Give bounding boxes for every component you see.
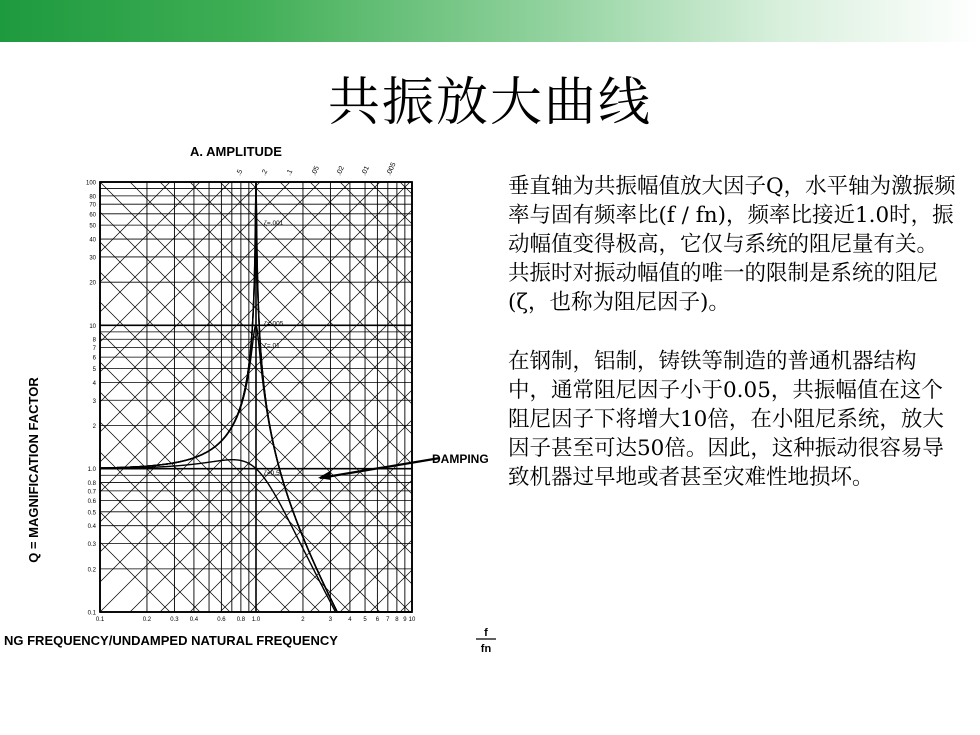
top-scale-label: .2 <box>260 168 270 177</box>
diagonal-line <box>0 182 290 612</box>
x-tick-label: 3 <box>328 617 333 623</box>
top-scale-label: .5 <box>235 168 245 177</box>
diagonal-line <box>130 182 510 612</box>
y-axis-label: Q = MAGNIFICATION FACTOR <box>26 377 41 563</box>
diagonal-line <box>0 182 290 612</box>
x-tick-label: 10 <box>408 617 416 623</box>
figure-heading: A. AMPLITUDE <box>190 144 282 159</box>
slide-title: 共振放大曲线 <box>327 73 652 133</box>
curve-damping-label: ζ=0.5 <box>264 470 280 478</box>
diagonal-line <box>160 182 510 612</box>
y-tick-label: 0.3 <box>87 542 96 549</box>
paragraph-1: 垂直轴为共振幅值放大因子Q，水平轴为激振频率与固有频率比(f / fn)，频率比接近1.0时，振动幅值变得极高，它仅与系统的阻尼量有关。共振时对振动幅值的唯一的限制是系统的阻尼(ζ，也称为阻尼因子)。 <box>508 174 956 315</box>
diagonal-line <box>430 182 510 612</box>
x-axis-fraction-numerator: f <box>484 627 488 639</box>
x-tick-label: 6 <box>375 617 380 623</box>
diagonal-line <box>310 182 510 612</box>
diagonal-line <box>0 182 350 612</box>
y-tick-label: 0.8 <box>87 481 96 488</box>
top-scale-label: .02 <box>335 165 346 177</box>
y-tick-label: 2 <box>92 424 96 431</box>
curve-damping-label: ζ=.01 <box>264 342 280 350</box>
y-tick-label: 0.4 <box>87 524 96 531</box>
x-tick-label: 4 <box>348 617 352 623</box>
x-axis-fraction-denominator: fn <box>480 643 492 655</box>
diagonal-line <box>400 182 510 612</box>
y-tick-label: 80 <box>89 194 96 201</box>
y-tick-label: 70 <box>89 202 96 209</box>
y-tick-label: 30 <box>89 255 96 262</box>
x-tick-label: 5 <box>363 617 367 623</box>
y-tick-label: 20 <box>89 280 96 287</box>
diagonal-line <box>250 182 510 612</box>
y-tick-label: 50 <box>89 223 96 230</box>
top-scale-label: .005 <box>385 161 398 177</box>
y-tick-label: 10 <box>89 323 96 330</box>
diagonal-line <box>0 182 380 612</box>
diagonal-line <box>430 182 510 612</box>
diagonal-line <box>0 182 320 612</box>
diagonal-line <box>310 182 510 612</box>
y-tick-label: 0.7 <box>87 489 96 496</box>
x-tick-label: 9 <box>403 617 407 623</box>
curve-damping-label: ζ=.001 <box>264 220 284 228</box>
top-scale-label: .05 <box>310 165 321 177</box>
damping-label: DAMPING <box>432 452 489 466</box>
diagonal-line <box>340 182 510 612</box>
damping-annotation <box>318 452 489 480</box>
x-tick-label: 7 <box>386 617 390 623</box>
diagonal-line <box>460 182 510 612</box>
x-tick-label: 0.6 <box>217 617 226 623</box>
y-tick-label: 40 <box>89 237 96 244</box>
diagonal-line <box>340 182 510 612</box>
x-tick-label: 0.1 <box>95 617 105 623</box>
diagonal-line <box>100 182 510 612</box>
y-tick-label: 100 <box>85 180 96 187</box>
diagonal-line <box>250 182 510 612</box>
y-tick-label: 7 <box>92 346 96 353</box>
y-tick-label: 6 <box>92 355 96 362</box>
x-tick-label: 1.0 <box>251 617 261 623</box>
top-accent-bar <box>0 0 980 42</box>
diagonal-line <box>130 182 510 612</box>
x-tick-label: 2 <box>301 617 305 623</box>
x-tick-label: 8 <box>395 617 399 623</box>
chart-grid <box>86 161 416 623</box>
y-tick-label: 5 <box>92 366 96 373</box>
x-axis-label: NG FREQUENCY/UNDAMPED NATURAL FREQUENCY <box>4 633 338 648</box>
x-tick-label: 0.2 <box>142 617 152 623</box>
y-tick-label: 1.0 <box>87 467 96 474</box>
diagonal-line <box>0 182 380 612</box>
x-tick-label: 0.3 <box>170 617 179 623</box>
y-tick-label: 0.1 <box>87 610 96 617</box>
curve-damping-label: ζ=.005 <box>264 320 284 328</box>
resonance-chart-svg <box>0 140 510 670</box>
y-tick-label: 0.5 <box>87 510 96 517</box>
diagonal-line <box>100 182 510 612</box>
x-tick-label: 0.8 <box>236 617 246 623</box>
x-tick-label: 0.4 <box>189 617 199 623</box>
resonance-chart-figure <box>0 140 510 670</box>
y-tick-label: 60 <box>89 212 96 219</box>
y-tick-label: 3 <box>92 398 96 405</box>
diagonal-line <box>370 182 510 612</box>
diagonal-line <box>0 182 320 612</box>
y-tick-label: 0.2 <box>87 567 96 574</box>
diagonal-line <box>160 182 510 612</box>
body-text <box>508 172 958 522</box>
diagonal-line <box>460 182 510 612</box>
y-tick-label: 8 <box>92 337 96 344</box>
top-scale-label: .01 <box>360 165 371 177</box>
top-scale-label: .1 <box>285 168 295 177</box>
diagonal-line <box>400 182 510 612</box>
y-tick-label: 0.6 <box>87 498 96 505</box>
paragraph-2: 在钢制，铝制，铸铁等制造的普通机器结构中，通常阻尼因子小于0.05，共振幅值在这个阻尼因子下将增大10倍，在小阻尼系统，放大因子甚至可达50倍。因此，这种振动很容易导致机器过早地或者甚至灾难性地损坏。 <box>508 349 944 490</box>
diagonal-line <box>0 182 410 612</box>
diagonal-line <box>370 182 510 612</box>
diagonal-line <box>0 182 350 612</box>
diagonal-line <box>0 182 410 612</box>
y-tick-label: 4 <box>92 380 96 387</box>
